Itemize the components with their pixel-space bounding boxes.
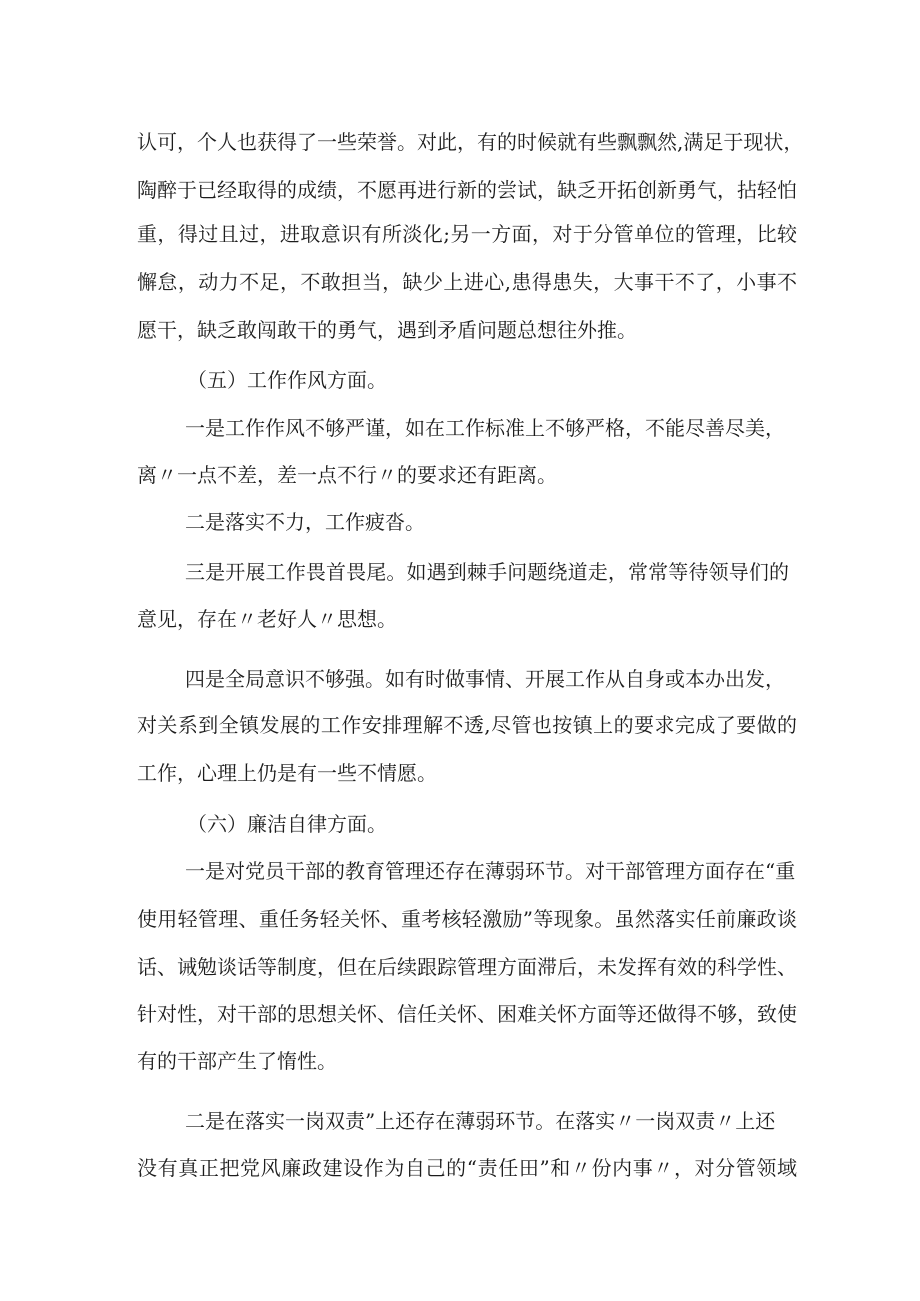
paragraph-line: 二是落实不力，工作疲沓。: [185, 510, 425, 534]
paragraph-line: 陶醉于已经取得的成绩，不愿再进行新的尝试，缺乏开拓创新勇气，拈轻怕: [137, 178, 797, 202]
paragraph-line: 有的干部产生了惰性。: [137, 1049, 337, 1073]
paragraph-line: 三是开展工作畏首畏尾。如遇到棘手问题绕道走，常常等待领导们的: [185, 560, 789, 584]
paragraph-line: 一是工作作风不够严谨，如在工作标准上不够严格，不能尽善尽美，: [185, 416, 785, 440]
section-heading-5: （五）工作作风方面。: [187, 368, 387, 392]
paragraph-line: 懈怠，动力不足，不敢担当，缺少上进心,患得患失，大事干不了，小事不: [137, 270, 797, 294]
paragraph-line: 工作，心理上仍是有一些不情愿。: [137, 761, 437, 785]
paragraph-line: 重，得过且过，进取意识有所淡化;另一方面，对于分管单位的管理，比较: [137, 222, 797, 246]
paragraph-line: 没有真正把党风廉政建设作为自己的“责任田”和〃份内事〃，对分管领域: [137, 1156, 797, 1180]
paragraph-line: 一是对党员干部的教育管理还存在薄弱环节。对干部管理方面存在“重: [185, 859, 796, 883]
paragraph-line: 认可，个人也获得了一些荣誉。对此，有的时候就有些飘飘然,满足于现状，: [137, 130, 804, 154]
paragraph-line: 对关系到全镇发展的工作安排理解不透,尽管也按镇上的要求完成了要做的: [137, 713, 797, 737]
paragraph-line: 四是全局意识不够强。如有时做事情、开展工作从自身或本办出发，: [185, 667, 785, 691]
paragraph-line: 二是在落实一岗双责”上还存在薄弱环节。在落实〃一岗双责〃上还: [185, 1109, 776, 1133]
paragraph-line: 意见，存在〃老好人〃思想。: [137, 607, 397, 631]
paragraph-line: 离〃一点不差，差一点不行〃的要求还有距离。: [137, 463, 557, 487]
paragraph-line: 使用轻管理、重任务轻关怀、重考核轻激励”等现象。虽然落实任前廉政谈: [137, 907, 797, 931]
paragraph-line: 话、诫勉谈话等制度，但在后续跟踪管理方面滞后，未发挥有效的科学性、: [137, 955, 797, 979]
section-heading-6: （六）廉洁自律方面。: [187, 812, 387, 836]
paragraph-line: 针对性，对干部的思想关怀、信任关怀、困难关怀方面等还做得不够，致使: [137, 1002, 797, 1026]
paragraph-line: 愿干，缺乏敢闯敢干的勇气，遇到矛盾问题总想往外推。: [137, 318, 637, 342]
